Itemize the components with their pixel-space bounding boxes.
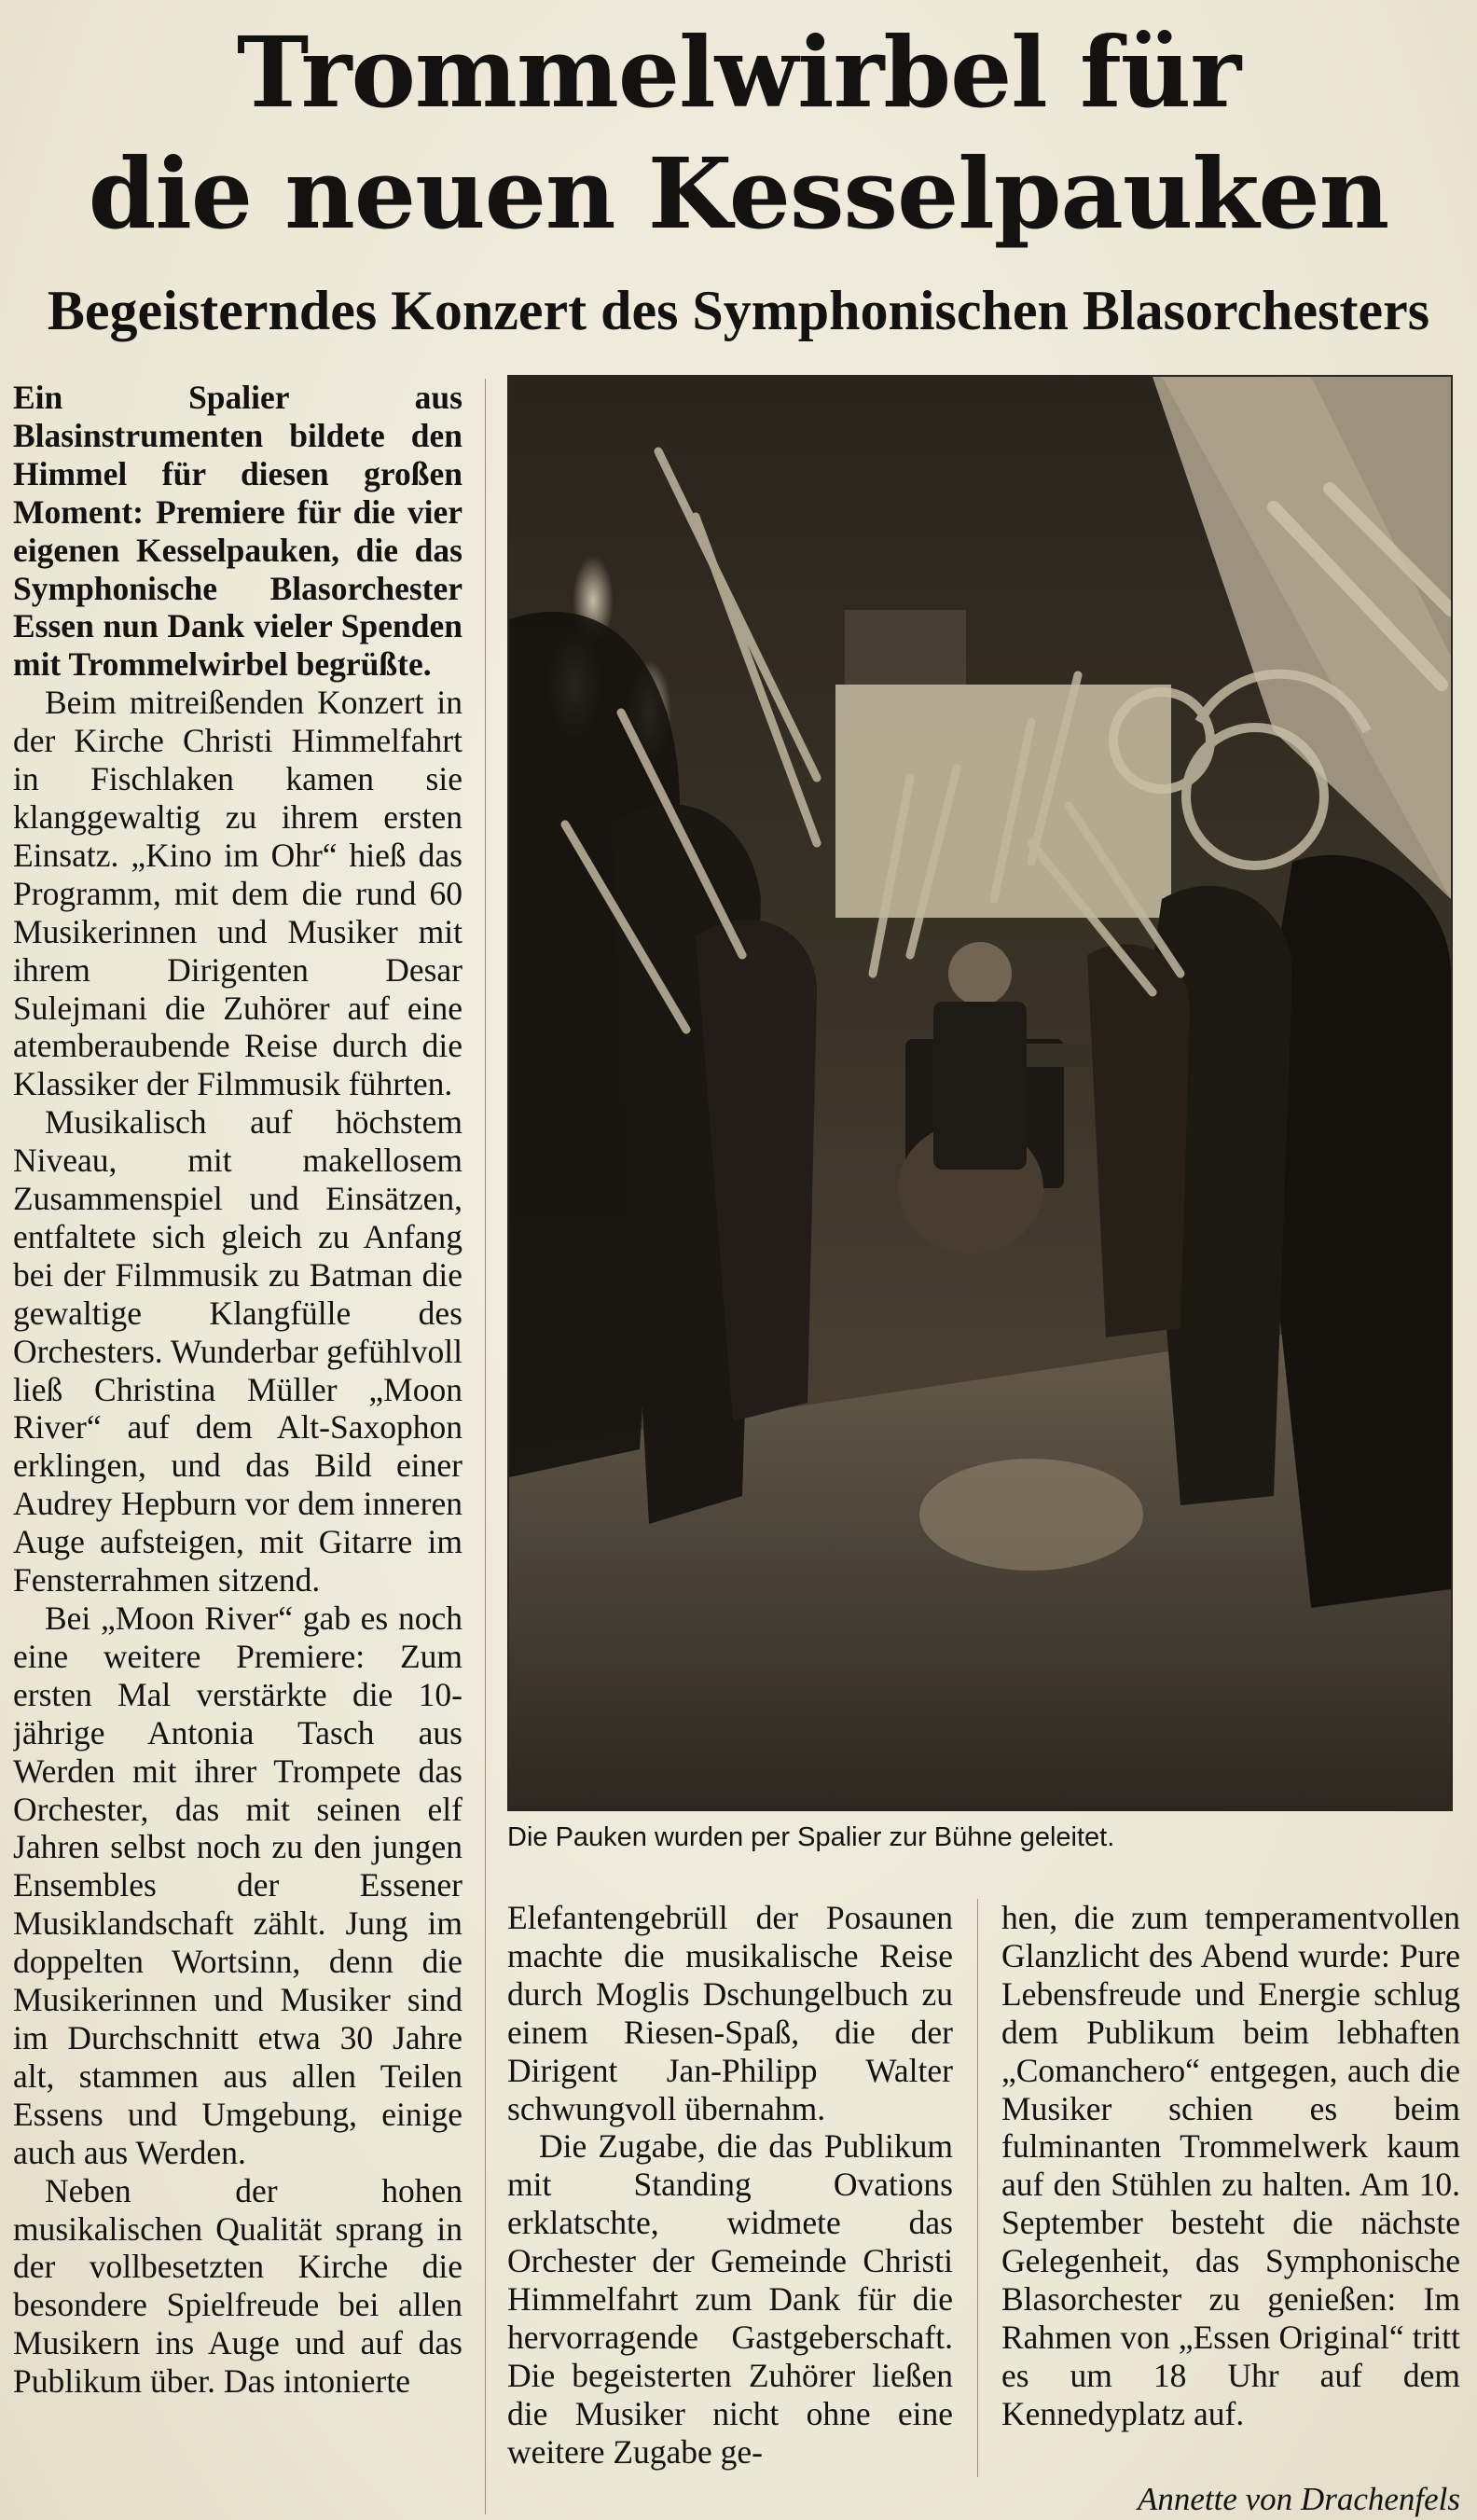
body-paragraph: hen, die zum temperamentvollen Glanzlicht des Abend wurde: Pure Lebensfreude und Energie schlug dem Publikum beim lebhaften „Comanchero“ entgegen, auch die Musiker schien es beim fulminanten Trommelwerk kaum auf den Stühlen zu halten. Am 10. September besteht die nächste Gelegenheit, das Symphonische Blasorchester zu genießen: Im Rahmen von „Essen Original“ tritt es um 18 Uhr auf dem Kennedyplatz auf. bbox=[1001, 1899, 1460, 2432]
body-paragraph: Die Zugabe, die das Publikum mit Standing Ovations erklatschte, widmete das Orchester der Gemeinde Christi Himmelfahrt zum Dank für die hervorragende Gastgeberschaft. Die begeisterten Zuhörer ließen die Musiker nicht ohne eine weitere Zugabe ge- bbox=[507, 2127, 953, 2471]
body-paragraph: Elefantengebrüll der Posaunen machte die musikalische Reise durch Moglis Dschungelbuch zu einem Riesen-Spaß, die der Dirigent Jan-Philipp Walter schwungvoll übernahm. bbox=[507, 1899, 953, 2127]
subheadline: Begeisterndes Konzert des Symphonischen Blasorchesters bbox=[47, 280, 1430, 341]
body-paragraph: Bei „Moon River“ gab es noch eine weitere Premiere: Zum ersten Mal verstärkte die 10-jährige Antonia Tasch aus Werden mit ihrer Trompete das Orchester, das mit seinen elf Jahren selbst noch zu den jungen Ensembles der Essener Musiklandschaft zählt. Jung im doppelten Wortsinn, denn die Musikerinnen und Musiker sind im Durchschnitt etwa 30 Jahre alt, stammen aus allen Teilen Essens und Umgebung, einige auch aus Werden. bbox=[13, 1599, 462, 2171]
headline-line-1: Trommelwirbel für bbox=[236, 15, 1241, 130]
photo-caption: Die Pauken wurden per Spalier zur Bühne geleitet. bbox=[507, 1822, 1115, 1852]
body-paragraph: Neben der hohen musikalischen Qualität sprang in der vollbesetzten Kirche die besondere Spielfreude bei allen Musikern ins Auge und auf das Publikum über. Das intonierte bbox=[13, 2171, 462, 2401]
article-column-3 bbox=[1001, 1899, 1460, 2483]
headline-line-2: die neuen Kesselpauken bbox=[88, 136, 1389, 251]
concert-photo-image bbox=[509, 377, 1451, 1809]
body-paragraph: Musikalisch auf höchstem Niveau, mit makellosem Zusammenspiel und Einsätzen, entfaltete sich gleich zu Anfang bei der Filmmusik zu Batman die gewaltige Klangfülle des Orchesters. Wunderbar gefühlvoll ließ Christina Müller „Moon River“ auf dem Alt-Saxophon erklingen, und das Bild einer Audrey Hepburn vor dem inneren Auge aufsteigen, mit Gitarre im Fensterrahmen sitzend. bbox=[13, 1103, 462, 1599]
column-divider bbox=[977, 1899, 978, 2477]
column-divider bbox=[485, 379, 486, 2514]
article-column-1 bbox=[13, 379, 462, 2520]
author-byline: Annette von Drachenfels bbox=[1137, 2481, 1460, 2517]
article-column-2 bbox=[507, 1899, 953, 2520]
body-paragraph: Beim mitreißenden Konzert in der Kirche Christi Himmelfahrt in Fischlaken kamen sie klanggewaltig zu ihrem ersten Einsatz. „Kino im Ohr“ hieß das Programm, mit dem die rund 60 Musikerinnen und Musiker mit ihrem Dirigenten Desar Sulejmani die Zuhörer auf eine atemberaubende Reise durch die Klassiker der Filmmusik führten. bbox=[13, 684, 462, 1103]
lead-paragraph: Ein Spalier aus Blasinstrumenten bildete den Himmel für diesen großen Moment: Premiere für die vier eigenen Kesselpauken, die das Symphonische Blasorchester Essen nun Dank vieler Spenden mit Trommelwirbel begrüßte. bbox=[13, 379, 462, 684]
concert-photo bbox=[507, 375, 1453, 1811]
